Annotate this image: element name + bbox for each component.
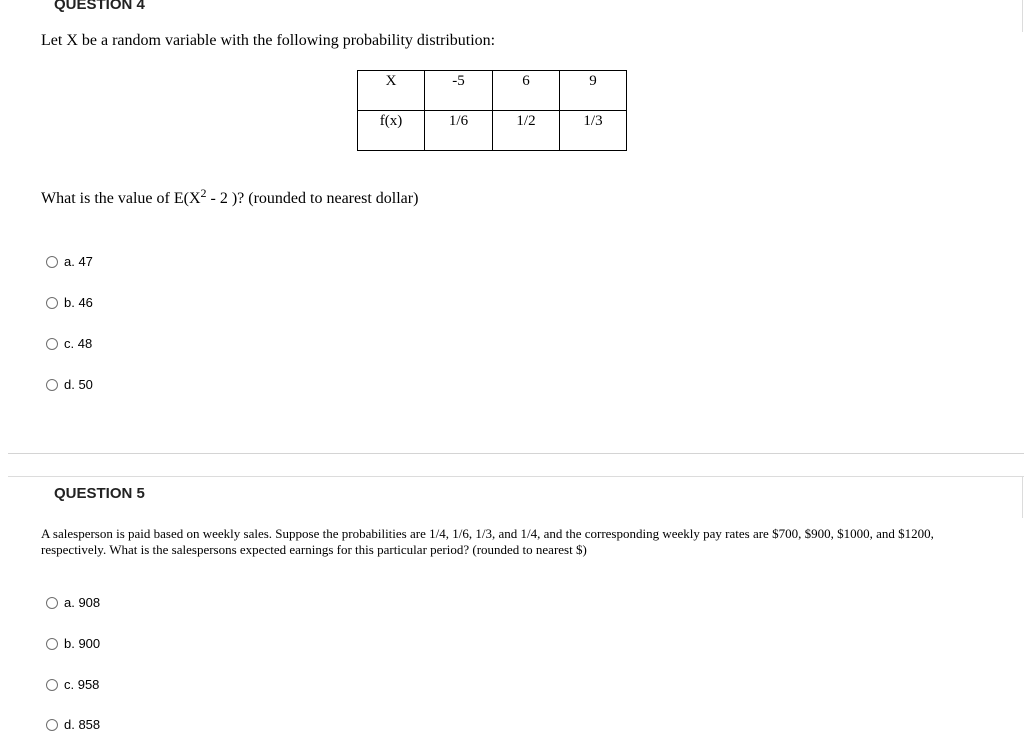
question-4-exponent: 2 — [200, 186, 207, 200]
question-5-option-c[interactable] — [46, 677, 99, 692]
question-4-title: QUESTION 4 — [54, 0, 145, 13]
table-cell-fx-value: 1/6 — [425, 111, 493, 151]
question-5-option-d[interactable] — [46, 717, 100, 732]
question-4-option-c[interactable] — [46, 336, 92, 351]
radio-button[interactable] — [46, 297, 58, 309]
table-row-fx — [358, 111, 627, 151]
radio-button[interactable] — [46, 256, 58, 268]
radio-button[interactable] — [46, 719, 58, 731]
question-5-prompt: A salesperson is paid based on weekly sales. Suppose the probabilities are 1/4, 1/6, 1/3, and 1/4, and the corresponding weekly pay rates are $700, $900, $1000, and $1200, respectively. What is the salespersons expected earnings for this particular period? (rounded to nearest $) — [41, 526, 934, 557]
question-4-option-a[interactable] — [46, 254, 93, 269]
option-label: a. 908 — [64, 595, 101, 610]
table-cell-x-value: -5 — [425, 71, 493, 111]
table-cell-fx-label: f(x) — [358, 111, 425, 151]
question-4-question — [41, 186, 419, 208]
question-4-option-d[interactable] — [46, 377, 93, 392]
table-cell-x-value: 9 — [560, 71, 627, 111]
option-label: b. 900 — [64, 636, 101, 651]
option-label: a. 47 — [64, 254, 93, 269]
question-5-title: QUESTION 5 — [54, 485, 145, 502]
table-row-x — [358, 71, 627, 111]
table-cell-x-label: X — [358, 71, 425, 111]
option-label: b. 46 — [64, 295, 93, 310]
radio-button[interactable] — [46, 679, 58, 691]
question-4-prompt: Let X be a random variable with the following probability distribution: — [41, 32, 496, 49]
question-4-question-text-end: - 2 )? (rounded to nearest dollar) — [206, 190, 419, 207]
question-4-option-b[interactable] — [46, 295, 93, 310]
radio-button[interactable] — [46, 638, 58, 650]
probability-distribution-table — [357, 70, 627, 151]
option-label: c. 48 — [64, 336, 93, 351]
table-cell-fx-value: 1/2 — [493, 111, 560, 151]
table-cell-x-value: 6 — [493, 71, 560, 111]
option-label: d. 50 — [64, 377, 93, 392]
table-cell-fx-value: 1/3 — [560, 111, 627, 151]
option-label: d. 858 — [64, 717, 101, 732]
question-5-box-edge — [8, 476, 1024, 477]
radio-button[interactable] — [46, 379, 58, 391]
question-5-box-edge — [1022, 476, 1023, 518]
radio-button[interactable] — [46, 338, 58, 350]
radio-button[interactable] — [46, 597, 58, 609]
question-5-option-a[interactable] — [46, 595, 100, 610]
option-label: c. 958 — [64, 677, 100, 692]
question-divider — [8, 453, 1024, 454]
question-4-question-text: What is the value of E(X — [41, 190, 201, 207]
question-4-box-edge — [1022, 0, 1023, 32]
question-5-option-b[interactable] — [46, 636, 100, 651]
